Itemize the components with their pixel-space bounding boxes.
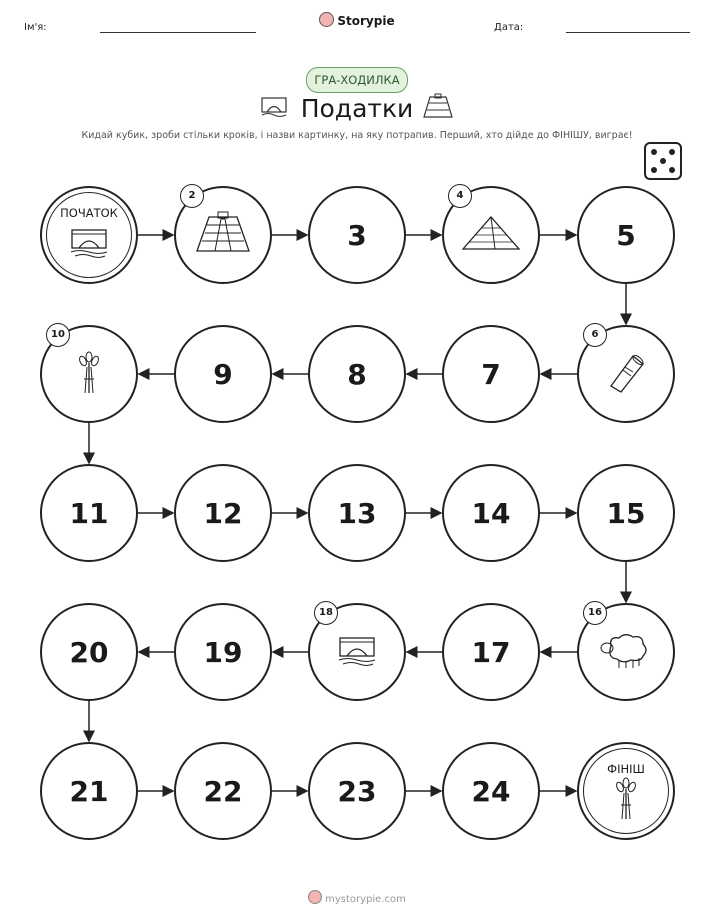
space-number: 7 (481, 357, 501, 391)
pyramid-icon (459, 213, 523, 257)
board-space (442, 464, 540, 562)
board-space (174, 603, 272, 701)
board-space (577, 464, 675, 562)
instructions: Кидай кубик, зроби стільки кроків, і назви картинку, на яку потрапив. Перший, хто дійде до ФІНІШУ, виграє! (81, 130, 633, 141)
footer-url: mystorypie.com (325, 894, 406, 905)
board-space (577, 186, 675, 284)
pyramid-temple-icon (193, 211, 253, 259)
space-number: 11 (69, 496, 109, 530)
board-space (442, 603, 540, 701)
footer (0, 890, 714, 905)
space-number: 20 (69, 635, 109, 669)
space-number: 9 (213, 357, 233, 391)
board-space (40, 464, 138, 562)
brand-name: Storypie (337, 14, 395, 28)
board-space (308, 325, 406, 423)
space-number-badge: 4 (448, 184, 472, 208)
space-number: 23 (337, 774, 377, 808)
board-space (308, 464, 406, 562)
space-number-badge: 6 (583, 323, 607, 347)
page-title: Податки (300, 94, 414, 123)
space-number: 14 (471, 496, 511, 530)
board-space (40, 742, 138, 840)
board-space (308, 742, 406, 840)
wheat-icon (74, 349, 104, 399)
space-number: 8 (347, 357, 367, 391)
space-number: 21 (69, 774, 109, 808)
board-space (442, 325, 540, 423)
bridge-icon (69, 226, 109, 262)
space-number-badge: 18 (314, 601, 338, 625)
wheat-icon (611, 775, 641, 825)
space-number: 13 (337, 496, 377, 530)
storypie-logo-icon (308, 890, 322, 904)
scroll-icon (603, 350, 649, 398)
board-space (40, 603, 138, 701)
space-number: 5 (616, 218, 636, 252)
start-space (40, 186, 138, 284)
board-space (308, 186, 406, 284)
start-label: ПОЧАТОК (60, 206, 118, 220)
space-number: 19 (203, 635, 243, 669)
game-type-tag: ГРА-ХОДИЛКА (306, 67, 408, 93)
space-number-badge: 2 (180, 184, 204, 208)
board-space (442, 742, 540, 840)
date-label: Дата: (494, 22, 524, 33)
space-number: 12 (203, 496, 243, 530)
board-space (174, 464, 272, 562)
bridge-icon (337, 634, 377, 670)
space-number: 24 (471, 774, 511, 808)
space-number-badge: 16 (583, 601, 607, 625)
space-number: 3 (347, 218, 367, 252)
finish-space (577, 742, 675, 840)
board-space (174, 742, 272, 840)
name-label: Ім'я: (24, 22, 47, 33)
finish-label: ФІНІШ (607, 762, 645, 776)
board-space (174, 325, 272, 423)
space-number-badge: 10 (46, 323, 70, 347)
space-number: 15 (606, 496, 646, 530)
sheep-icon (599, 630, 653, 674)
space-number: 17 (471, 635, 511, 669)
space-number: 22 (203, 774, 243, 808)
